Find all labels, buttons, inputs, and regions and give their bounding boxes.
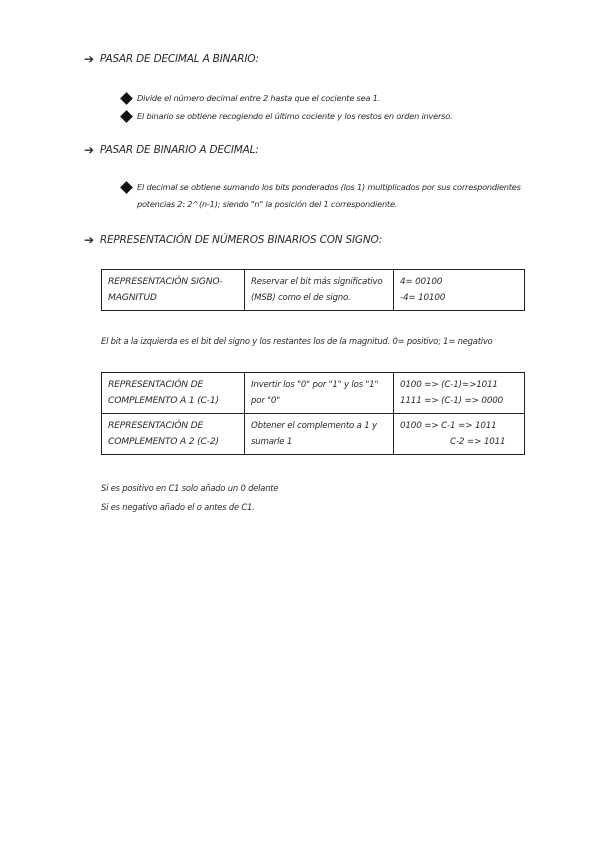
example-line: 1111 => (C-1) => 0000 bbox=[400, 396, 504, 406]
table-cell-example bbox=[394, 373, 525, 414]
table-row bbox=[102, 414, 525, 455]
table-cell-description: Obtener el complemento a 1 y sumarle 1 bbox=[245, 414, 394, 455]
example-line: -4= 10100 bbox=[400, 293, 446, 303]
heading-text: PASAR DE DECIMAL A BINARIO: bbox=[99, 53, 259, 65]
table-sign-magnitude bbox=[101, 269, 525, 311]
list-item bbox=[120, 90, 540, 107]
note-positive: Si es positivo en C1 solo añado un 0 delante bbox=[101, 483, 279, 493]
table-cell-name: REPRESENTACIÓN SIGNO-MAGNITUD bbox=[102, 270, 245, 311]
section-heading-binary-to-decimal bbox=[84, 143, 259, 157]
list-item bbox=[120, 179, 540, 213]
table-cell-description: Reservar el bit más significativo (MSB) como el de signo. bbox=[245, 270, 394, 311]
example-line: 0100 => C-1 => 1011 bbox=[400, 421, 497, 431]
note-negative: Si es negativo añado el o antes de C1. bbox=[101, 502, 255, 512]
sign-note: El bit a la izquierda es el bit del signo y los restantes los de la magnitud. 0= positivo; 1= negativo bbox=[101, 336, 493, 346]
example-line: 0100 => (C-1)=>1011 bbox=[400, 380, 498, 390]
table-complement bbox=[101, 372, 525, 455]
table-row bbox=[102, 270, 525, 311]
arrow-right-icon: ➔ bbox=[84, 233, 94, 247]
heading-text: REPRESENTACIÓN DE NÚMEROS BINARIOS CON SIGNO: bbox=[99, 234, 383, 246]
diamond-bullet-icon bbox=[120, 181, 133, 194]
bullet-text: El decimal se obtiene sumando los bits ponderados (los 1) multiplicados por sus correspondientes potencias 2: 2^(n-1); siendo "n" la posición del 1 correspondiente. bbox=[137, 182, 521, 209]
section-heading-decimal-to-binary bbox=[84, 52, 259, 66]
table-cell-example bbox=[394, 414, 525, 455]
table-row bbox=[102, 373, 525, 414]
arrow-right-icon: ➔ bbox=[84, 143, 94, 157]
table-cell-name: REPRESENTACIÓN DE COMPLEMENTO A 2 (C-2) bbox=[102, 414, 245, 455]
example-line-text: C-2 => 1011 bbox=[450, 437, 506, 447]
table-cell-example bbox=[394, 270, 525, 311]
heading-text: PASAR DE BINARIO A DECIMAL: bbox=[99, 144, 259, 156]
diamond-bullet-icon bbox=[120, 110, 133, 123]
list-item bbox=[120, 108, 540, 125]
bullet-text: Divide el número decimal entre 2 hasta que el cociente sea 1. bbox=[137, 93, 381, 103]
diamond-bullet-icon bbox=[120, 92, 133, 105]
table-cell-description: Invertir los "0" por "1" y los "1" por "0" bbox=[245, 373, 394, 414]
example-line: 4= 00100 bbox=[400, 277, 443, 287]
table-cell-name: REPRESENTACIÓN DE COMPLEMENTO A 1 (C-1) bbox=[102, 373, 245, 414]
arrow-right-icon: ➔ bbox=[84, 52, 94, 66]
section-heading-signed-binary bbox=[84, 233, 382, 247]
example-line bbox=[400, 434, 518, 450]
bullet-text: El binario se obtiene recogiendo el último cociente y los restos en orden inverso. bbox=[137, 111, 453, 121]
